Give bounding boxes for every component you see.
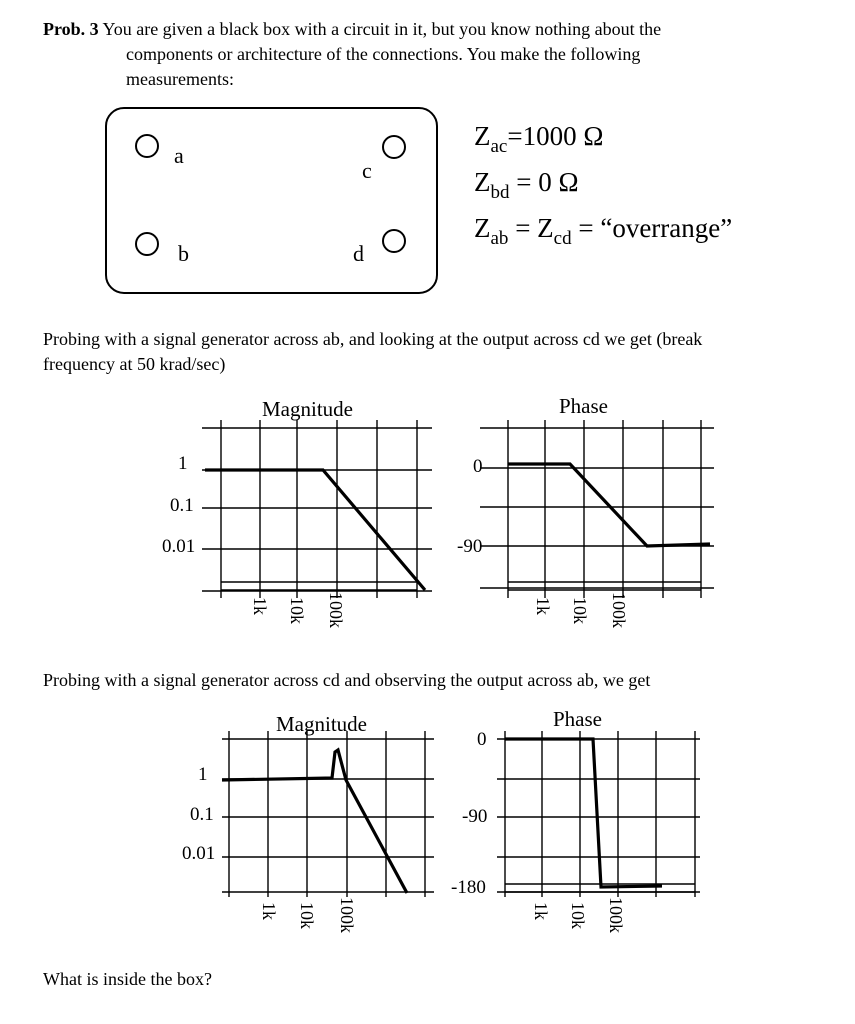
question-text: What is inside the box? — [43, 969, 212, 989]
p1-x-tick-10k: 10k — [287, 597, 307, 624]
section1-text-line1: Probing with a signal generator across ab, and looking at the output across cd we get (break — [43, 329, 703, 349]
p1-y-tick-0.1: 0.1 — [170, 495, 194, 516]
p4-y-tick-0: 0 — [477, 729, 487, 750]
plot3-magnitude-title: Magnitude — [276, 712, 367, 736]
z-bd-measurement: $Z_{bd} = 0$ Ω — [474, 167, 579, 203]
z-ab-cd-measurement: $Z_{ab} = Z_{cd}$ = “overrange” — [474, 213, 733, 249]
section2-text: Probing with a signal generator across cd and observing the output across ab, we get — [43, 670, 651, 690]
p3-x-tick-1k: 1k — [259, 902, 279, 920]
terminal-b-label: b — [178, 241, 189, 266]
p3-y-tick-1: 1 — [198, 764, 208, 785]
p2-x-tick-100k: 100k — [609, 592, 629, 628]
p1-y-tick-0.01: 0.01 — [162, 536, 196, 557]
p2-x-tick-10k: 10k — [570, 597, 590, 624]
terminal-a-label: a — [174, 143, 184, 168]
intro-line-1: You are given a black box with a circuit in it, but you know nothing about the — [102, 19, 662, 39]
z-ac-measurement: $Z_{ac}=1000$ Ω — [474, 121, 604, 157]
curve-ab-cd-phase — [508, 464, 710, 546]
p3-x-tick-100k: 100k — [337, 897, 357, 933]
p1-y-tick-1: 1 — [178, 453, 188, 474]
terminal-d-label: d — [353, 241, 364, 266]
p3-x-tick-10k: 10k — [297, 902, 317, 929]
p2-y-tick-90: -90 — [457, 536, 483, 557]
terminal-c-label: c — [362, 158, 372, 183]
p4-x-tick-1k: 1k — [531, 902, 551, 920]
curve-cd-ab-phase — [505, 739, 662, 887]
section1-text-line2: frequency at 50 krad/sec) — [43, 354, 226, 374]
plot1-phase-title: Phase — [559, 394, 608, 418]
p4-y-tick-180: -180 — [451, 877, 486, 898]
intro-line-2: components or architecture of the connections. You make the following — [126, 44, 641, 64]
p1-x-tick-100k: 100k — [326, 592, 346, 628]
curve-ab-cd-magnitude — [205, 470, 425, 590]
p2-y-tick-0: 0 — [473, 456, 483, 477]
p4-x-tick-100k: 100k — [606, 897, 626, 933]
plot1-magnitude-title: Magnitude — [262, 397, 353, 421]
plot4-phase-title: Phase — [553, 707, 602, 731]
p3-y-tick-0.1: 0.1 — [190, 804, 214, 825]
problem-number: Prob. 3 — [43, 19, 99, 39]
p2-x-tick-1k: 1k — [533, 597, 553, 615]
intro-line-3: measurements: — [126, 69, 234, 89]
p4-x-tick-10k: 10k — [568, 902, 588, 929]
curve-cd-ab-magnitude — [222, 750, 407, 893]
p3-y-tick-0.01: 0.01 — [182, 843, 216, 864]
p1-x-tick-1k: 1k — [250, 597, 270, 615]
p4-y-tick-90: -90 — [462, 806, 488, 827]
